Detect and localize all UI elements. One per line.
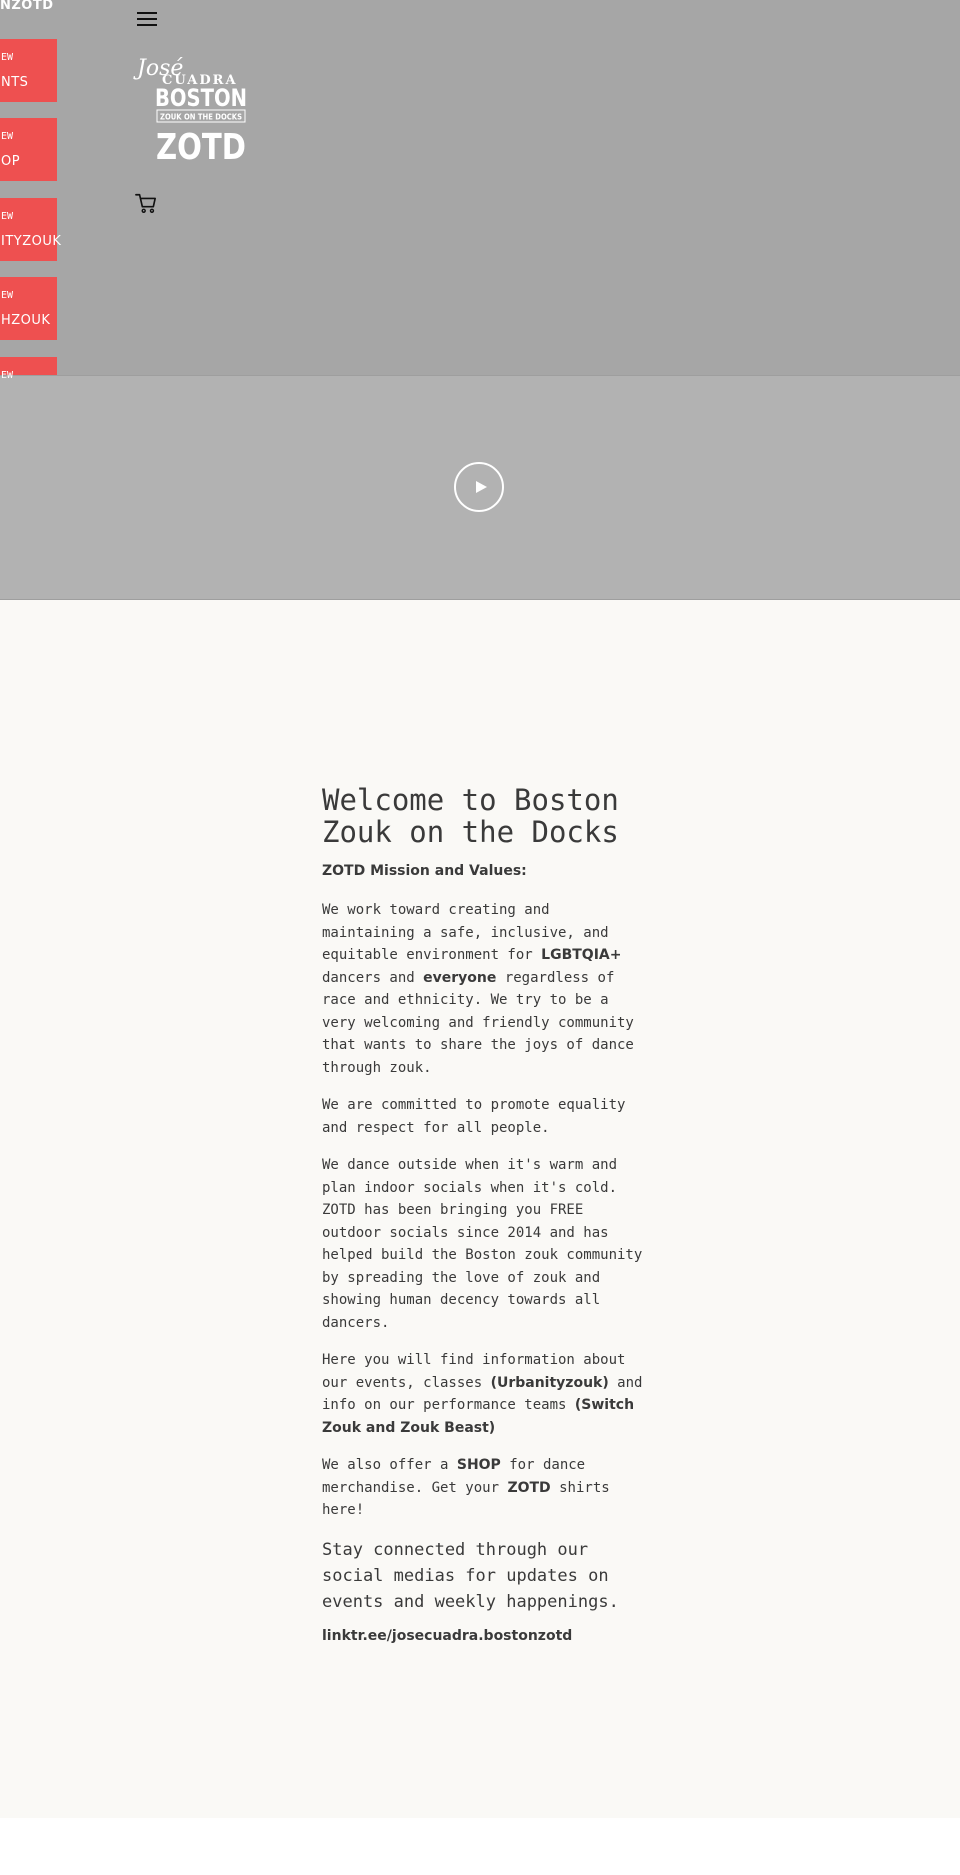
shopping-cart-icon[interactable] (135, 192, 157, 214)
history-paragraph: We dance outside when it's warm and plan indoor socials when it's cold. ZOTD has been bringing you FREE outdoor socials since 2014 and has helped build the Boston zouk community by spreading the love of zouk and showing human decency towards all dancers. (322, 1157, 643, 1331)
welcome-content (322, 784, 652, 1646)
hamburger-menu-icon[interactable] (137, 11, 157, 27)
logo-boston: BOSTON (155, 84, 247, 112)
info-paragraph: Here you will find information about our events, classes (Urbanityzouk) and info on our performance teams (Switch Zouk and Zouk Beast) (322, 1352, 643, 1436)
logo[interactable] (135, 55, 255, 168)
logo-zotd: ZOTD (156, 127, 246, 168)
side-nav-button-switchzouk[interactable] (0, 277, 57, 340)
side-nav-title: NZOTD (0, 0, 54, 13)
equality-paragraph: We are committed to promote equality and respect for all people. (322, 1097, 626, 1136)
linktree-link[interactable]: linktr.ee/josecuadra.bostonzotd (322, 1627, 573, 1644)
play-icon (474, 480, 488, 494)
side-nav-button-text: OP (1, 154, 21, 169)
page-title: Welcome to Boston Zouk on the Docks (322, 783, 619, 849)
side-nav-button-more[interactable] (0, 357, 57, 381)
social-lead: Stay connected through our social medias for updates on events and weekly happenings. (322, 1539, 619, 1612)
side-nav-button-label: EW (1, 211, 14, 222)
logo-tagline: ZOUK ON THE DOCKS (160, 112, 243, 122)
side-nav-button-urbanityzouk[interactable] (0, 198, 62, 261)
logo-cuadra: CUADRA (162, 73, 238, 88)
side-nav-button-label: EW (1, 131, 14, 142)
side-nav-button-text: ITYZOUK (1, 234, 62, 249)
side-nav-button-text: HZOUK (1, 313, 51, 328)
side-nav-button-label: EW (1, 370, 14, 381)
mission-paragraph: We work toward creating and maintaining a safe, inclusive, and equitable environment for LGBTQIA+ dancers and everyone regardless of race and ethnicity. We try to be a very welcoming and friendly community that wants to share the joys of dance through zouk. (322, 902, 634, 1076)
shop-paragraph: We also offer a SHOP for dance merchandise. Get your ZOTD shirts here! (322, 1457, 610, 1518)
side-nav-button-label: EW (1, 52, 14, 63)
side-nav-button-label: EW (1, 290, 14, 301)
mission-heading: ZOTD Mission and Values: (322, 863, 527, 879)
logo-script: José (137, 56, 184, 81)
play-button[interactable] (454, 462, 504, 512)
side-nav-button-shop[interactable] (0, 118, 57, 181)
side-nav-button-events[interactable] (0, 39, 57, 102)
side-nav-button-text: NTS (1, 75, 29, 90)
